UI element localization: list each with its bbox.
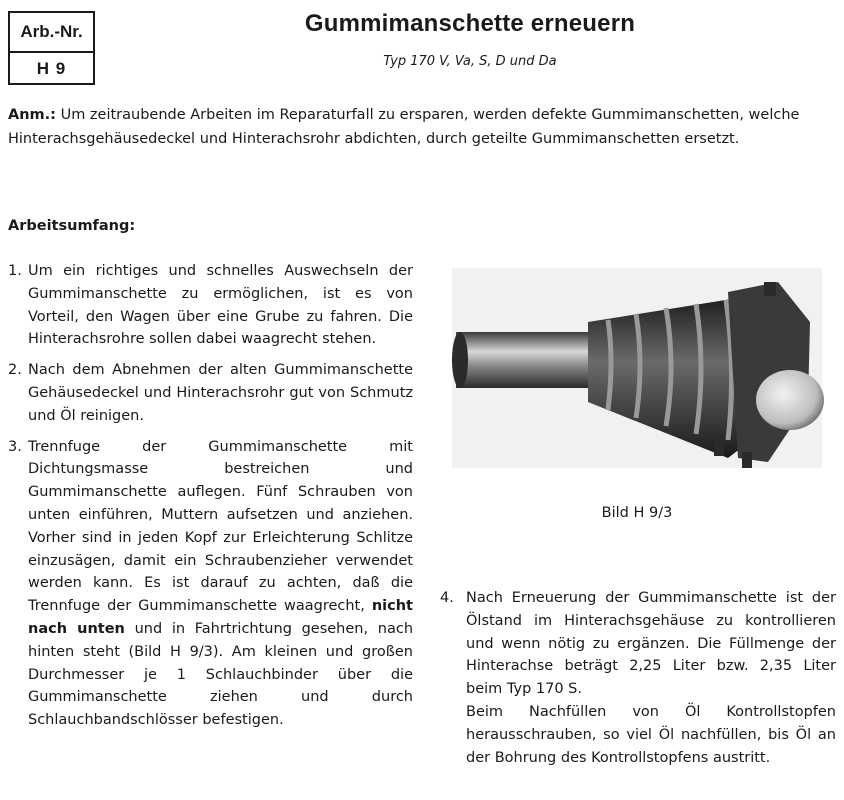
work-number-box — [8, 11, 95, 85]
page-subtitle: Typ 170 V, Va, S, D und Da — [383, 54, 557, 69]
steps-right-column — [440, 587, 836, 769]
work-number-label: Arb.-Nr. — [10, 13, 93, 53]
step-4-continuation: Beim Nachfüllen von Öl Kontrollstopfen herausschrauben, so viel Öl nachfüllen, bis Öl an der Bohrung des Kontrollstopfens austritt. — [466, 703, 836, 766]
note-label: Anm.: — [8, 107, 56, 123]
step-text-part: und in Fahrtrichtung gesehen, nach hinten steht (Bild H 9/3). Am kleinen und großen Durchmesser je 1 Schlauchbinder über die Gummimanschette ziehen und durch Schlauchbandschlösser befestigen. — [28, 620, 414, 729]
step-number: 2. — [8, 362, 22, 379]
step-2 — [8, 359, 413, 427]
page-title: Gummimanschette erneuern — [304, 10, 636, 37]
steps-left-column — [8, 260, 413, 740]
work-number-value: H 9 — [36, 59, 67, 78]
axle-boot-illustration — [438, 262, 836, 484]
step-number: 3. — [8, 438, 22, 455]
step-emphasis: nicht nach unten — [28, 598, 413, 637]
note-text: Um zeitraubende Arbeiten im Reparaturfall zu ersparen, werden defekte Gummimanschetten, welche Hinterachsgehäusedeckel und Hinterachsrohr abdichten, durch geteilte Gummimanschetten ersetzt. — [8, 107, 800, 147]
step-text: Nach Erneuerung der Gummimanschette ist der Ölstand im Hinterachsgehäuse zu kontrollieren und wenn nötig zu ergänzen. Die Füllmenge der Hinterachse beträgt 2,25 Liter bzw. 2,35 Liter beim Typ 170 S. — [466, 590, 836, 698]
step-text — [28, 436, 413, 732]
step-4 — [440, 587, 836, 701]
step-text: Nach dem Abnehmen der alten Gummimanschette Gehäusedeckel und Hinterachsrohr gut von Schmutz und Öl reinigen. — [28, 362, 413, 424]
note-paragraph — [8, 103, 836, 151]
step-number: 1. — [8, 263, 22, 279]
section-heading: Arbeitsumfang: — [8, 218, 136, 234]
axle-boot-photo — [438, 262, 836, 484]
step-number: 4. — [440, 590, 454, 606]
step-1 — [8, 260, 413, 351]
figure-caption: Bild H 9/3 — [601, 505, 673, 521]
step-text: Um ein richtiges und schnelles Auswechseln der Gummimanschette zu ermöglichen, ist es von Vorteil, den Wagen über eine Grube zu fahren. Die Hinterachsrohre sollen dabei waagrecht stehen. — [28, 263, 413, 348]
step-text-part: Trennfuge der Gummimanschette mit Dichtungsmasse bestreichen und Gummimanschette auflegen. Fünf Schrauben von unten einführen, Muttern aufsetzen und anziehen. Vorher sind in jeden Kopf zur Erleichterung Schlitze einzusägen, damit ein Schraubenzieher verwendet werden kann. Es ist darauf zu achten, daß die Trennfuge der Gummimanschette waagrecht, — [28, 438, 413, 615]
step-3 — [8, 436, 413, 732]
